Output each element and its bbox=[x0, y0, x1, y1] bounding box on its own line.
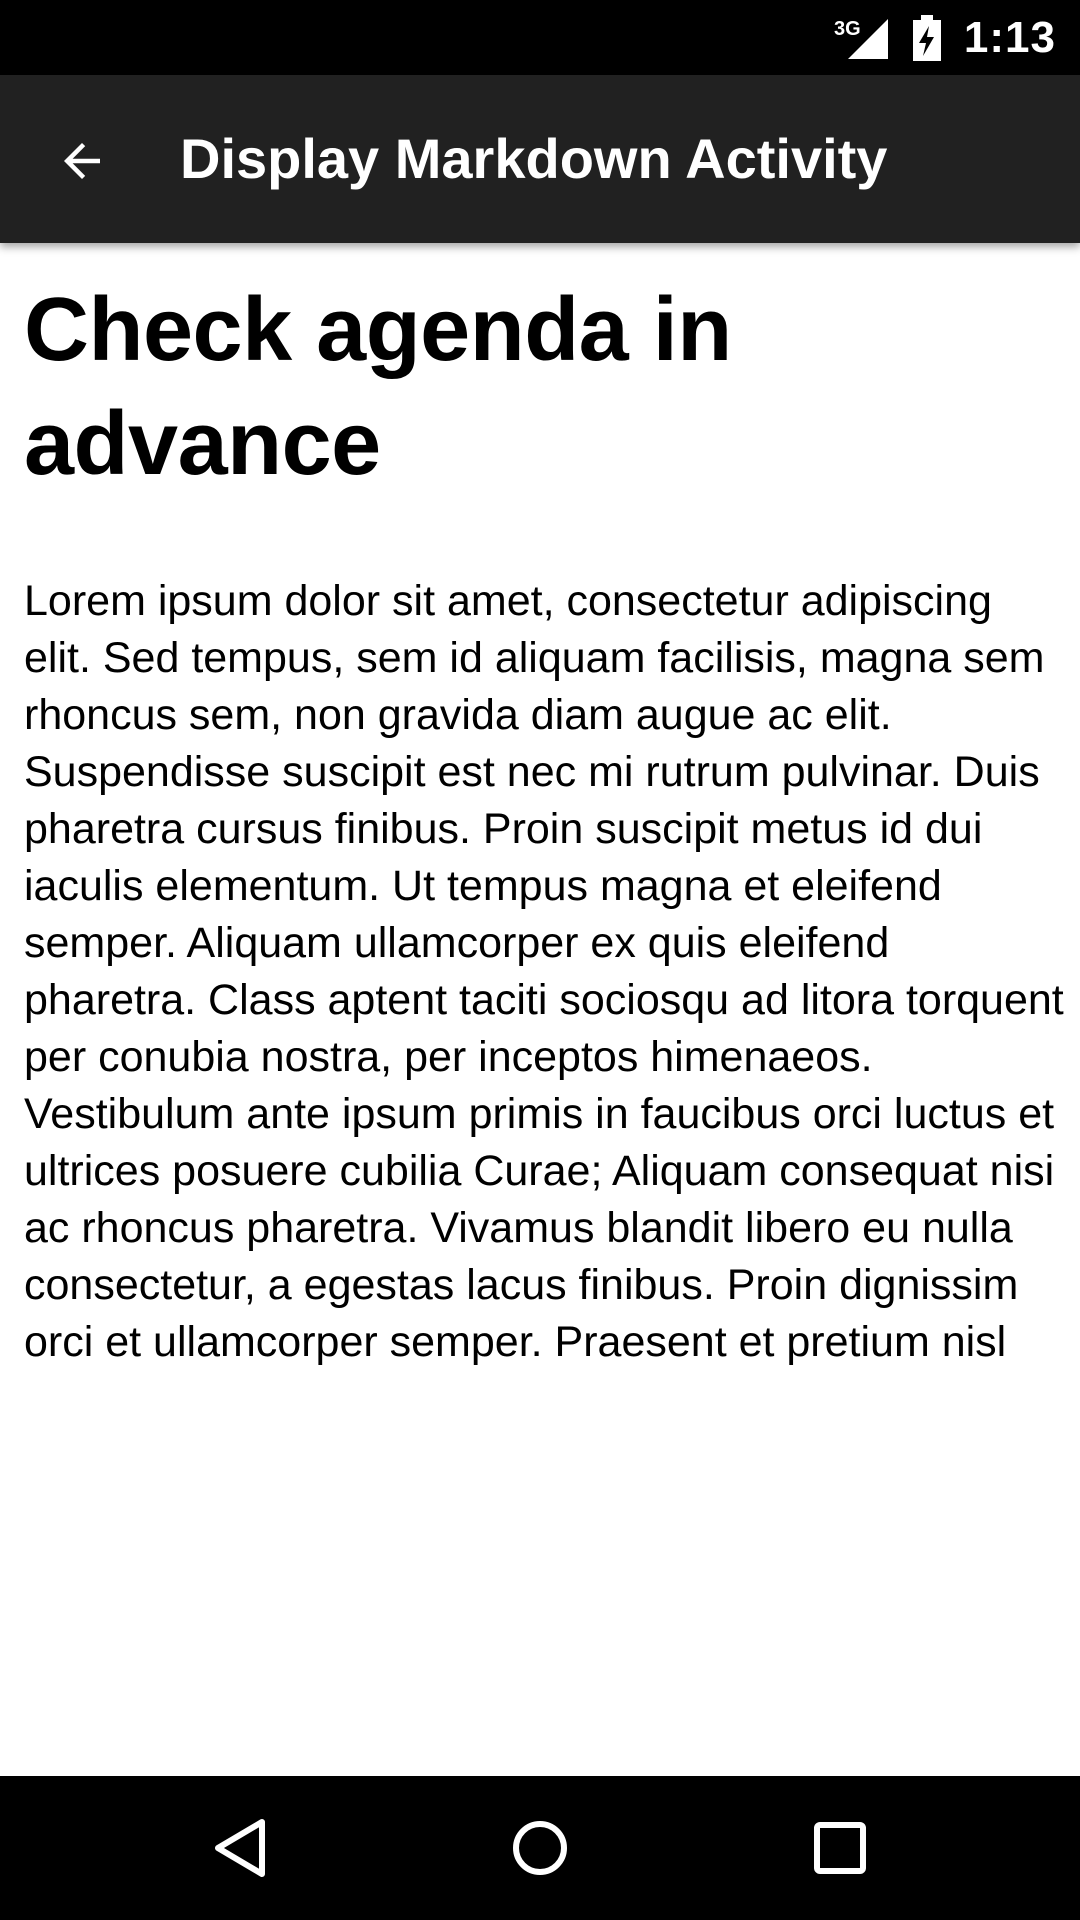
app-bar bbox=[0, 75, 1080, 243]
nav-back-button[interactable] bbox=[160, 1776, 320, 1920]
markdown-content bbox=[24, 243, 1064, 1773]
markdown-body-text: Lorem ipsum dolor sit amet, consectetur adipiscing elit. Sed tempus, sem id aliquam facilisis, magna sem rhoncus sem, non gravida diam augue ac elit. Suspendisse suscipit est nec mi rutrum pulvinar. Duis pharetra cursus finibus. Proin suscipit metus id dui iaculis elementum. Ut tempus magna et eleifend semper. Aliquam ullamcorper ex quis eleifend pharetra. Class aptent taciti sociosqu ad litora torquent per conubia nostra, per inceptos himenaeos. Vestibulum ante ipsum primis in faucibus orci luctus et ultrices posuere cubilia Curae; Aliquam consequat nisi ac rhoncus pharetra. Vivamus blandit libero eu nulla consectetur, a egestas lacus finibus. Proin dignissim orci et ullamcorper semper. Praesent et pretium nisl bbox=[24, 577, 1064, 1366]
back-button[interactable] bbox=[40, 119, 124, 203]
home-circle-icon bbox=[510, 1818, 570, 1878]
signal-icon bbox=[834, 15, 890, 61]
markdown-heading: Check agenda in advance bbox=[24, 280, 732, 494]
app-title: Display Markdown Activity bbox=[180, 127, 888, 190]
nav-home-button[interactable] bbox=[460, 1776, 620, 1920]
navigation-bar bbox=[0, 1776, 1080, 1920]
network-type-label: 3G bbox=[833, 17, 861, 40]
status-bar bbox=[0, 0, 1080, 75]
recents-square-icon bbox=[812, 1820, 868, 1876]
back-triangle-icon bbox=[210, 1816, 270, 1880]
nav-recents-button[interactable] bbox=[760, 1776, 920, 1920]
status-clock: 1:13 bbox=[963, 12, 1056, 62]
battery-charging-icon bbox=[912, 15, 942, 61]
arrow-back-icon bbox=[55, 134, 109, 188]
status-icons bbox=[834, 0, 1056, 75]
